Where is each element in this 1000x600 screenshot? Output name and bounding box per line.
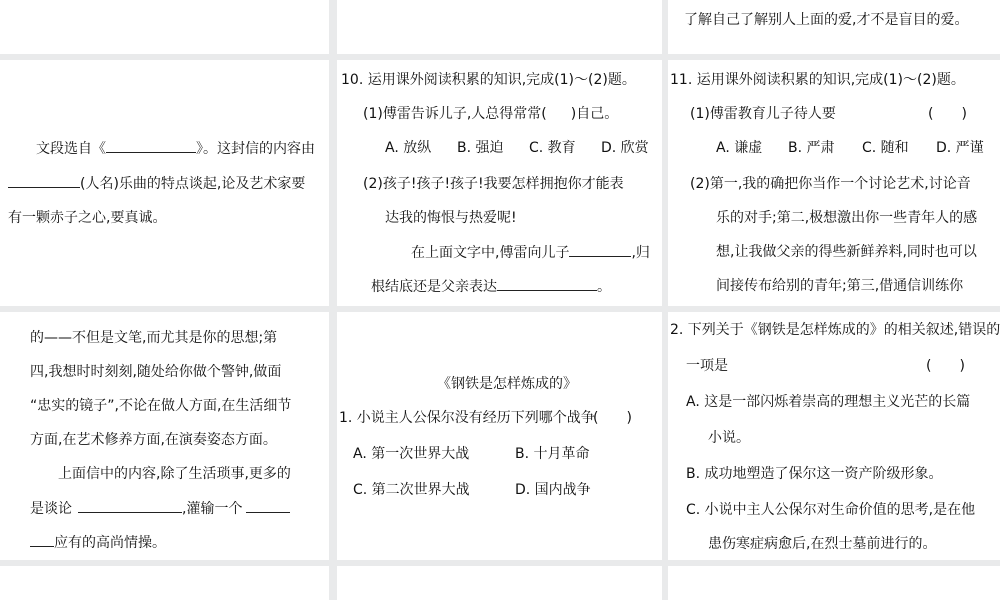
top-right-text: 了解自己了解别人上面的爱,才不是盲目的爱。 <box>684 12 969 28</box>
q11-option-c[interactable]: C. 随和 <box>862 140 909 156</box>
steel-q1-option-a[interactable]: A. 第一次世界大战 <box>353 446 470 462</box>
q2-option-a-line-1[interactable]: A. 这是一部闪烁着崇高的理想主义光芒的长篇 <box>686 394 971 410</box>
panel-top-left <box>0 0 329 54</box>
panel-question-10 <box>337 60 662 306</box>
panel-steel-question-1 <box>337 312 662 560</box>
panel-source-question <box>0 60 329 306</box>
excerpt-line-4: 方面,在艺术修养方面,在演奏姿态方面。 <box>30 432 277 448</box>
q2-option-a-line-2: 小说。 <box>708 430 750 446</box>
panel-steel-question-2 <box>668 312 1000 560</box>
excerpt-line-2: 四,我想时时刻刻,随处给你做个警钟,做面 <box>30 364 282 380</box>
q10-option-c[interactable]: C. 教育 <box>529 140 576 156</box>
steel-q1-option-d[interactable]: D. 国内战争 <box>515 482 591 498</box>
q11-option-d[interactable]: D. 严谨 <box>936 140 984 156</box>
excerpt-blank-2-cont[interactable] <box>30 532 54 547</box>
panel-top-middle <box>337 0 662 54</box>
source-line-1: 文段选自《 》。这封信的内容由 <box>36 138 315 159</box>
q10-sub2-line1: (2)孩子!孩子!孩子!我要怎样拥抱你才能表 <box>363 176 624 192</box>
excerpt-question-line-1: 上面信中的内容,除了生活琐事,更多的 <box>58 466 291 482</box>
excerpt-question-line-3: 应有的高尚情操。 <box>30 532 166 553</box>
q11-answer-paren[interactable]: ( ) <box>928 106 967 122</box>
panel-bottom-right <box>668 566 1000 600</box>
q11-sub2-line3: 想,让我做父亲的得些新鲜养料,同时也可以 <box>716 244 977 260</box>
q2-answer-paren[interactable]: ( ) <box>926 358 965 374</box>
q11-option-a[interactable]: A. 谦虚 <box>716 140 763 156</box>
source-line-3: 有一颗赤子之心,要真诚。 <box>8 210 167 226</box>
steel-q1-option-b[interactable]: B. 十月革命 <box>515 446 590 462</box>
excerpt-blank-2[interactable] <box>246 498 290 513</box>
excerpt-blank-1[interactable] <box>78 498 182 513</box>
q2-line-1: 2. 下列关于《钢铁是怎样炼成的》的相关叙述,错误的 <box>670 322 1000 338</box>
q11-sub2-line4: 间接传布给别的青年;第三,借通信训练你 <box>716 278 964 294</box>
panel-bottom-middle <box>337 566 662 600</box>
excerpt-line-1: 的——不但是文笔,而尤其是你的思想;第 <box>30 330 278 346</box>
q11-sub1: (1)傅雷教育儿子待人要 <box>690 106 836 122</box>
q10-sub2-line2: 达我的悔恨与热爱呢! <box>385 210 517 226</box>
q10-option-d[interactable]: D. 欣赏 <box>601 140 649 156</box>
q2-line-2: 一项是 <box>686 358 728 374</box>
q2-option-c-line-2: 患伤寒症病愈后,在烈士墓前进行的。 <box>708 536 937 552</box>
q10-blank-1[interactable] <box>569 242 631 257</box>
steel-q1-answer-paren[interactable]: ( ) <box>593 410 632 426</box>
book-title-blank[interactable] <box>106 138 196 153</box>
q10-sub2-line3: 在上面文字中,傅雷向儿子 ,归 <box>411 242 650 263</box>
q11-title: 11. 运用课外阅读积累的知识,完成(1)～(2)题。 <box>670 72 965 88</box>
q2-option-b[interactable]: B. 成功地塑造了保尔这一资产阶级形象。 <box>686 466 943 482</box>
panel-bottom-left <box>0 566 329 600</box>
q10-option-a[interactable]: A. 放纵 <box>385 140 432 156</box>
q10-title: 10. 运用课外阅读积累的知识,完成(1)～(2)题。 <box>341 72 636 88</box>
q11-option-b[interactable]: B. 严肃 <box>788 140 835 156</box>
q2-option-c-line-1[interactable]: C. 小说中主人公保尔对生命价值的思考,是在他 <box>686 502 976 518</box>
steel-heading: 《钢铁是怎样炼成的》 <box>437 376 577 392</box>
q10-sub1: (1)傅雷告诉儿子,人总得常常( )自己。 <box>363 106 619 122</box>
q10-sub2-line4: 根结底还是父亲表达 。 <box>371 276 611 297</box>
excerpt-line-3: “忠实的镜子”,不论在做人方面,在生活细节 <box>30 398 292 414</box>
source-line-2: (人名)乐曲的特点谈起,论及艺术家要 <box>8 173 305 194</box>
excerpt-question-line-2: 是谈论 ,灌输一个 <box>30 498 290 519</box>
steel-q1-option-c[interactable]: C. 第二次世界大战 <box>353 482 470 498</box>
q11-sub2-line2: 乐的对手;第二,极想激出你一些青年人的感 <box>716 210 978 226</box>
q10-option-b[interactable]: B. 强迫 <box>457 140 504 156</box>
person-name-blank[interactable] <box>8 173 80 188</box>
steel-q1: 1. 小说主人公保尔没有经历下列哪个战争 <box>339 410 595 426</box>
panel-letter-excerpt <box>0 312 329 560</box>
q10-blank-2[interactable] <box>497 276 597 291</box>
q11-sub2-line1: (2)第一,我的确把你当作一个讨论艺术,讨论音 <box>690 176 971 192</box>
panel-question-11 <box>668 60 1000 306</box>
panel-top-right <box>668 0 1000 54</box>
